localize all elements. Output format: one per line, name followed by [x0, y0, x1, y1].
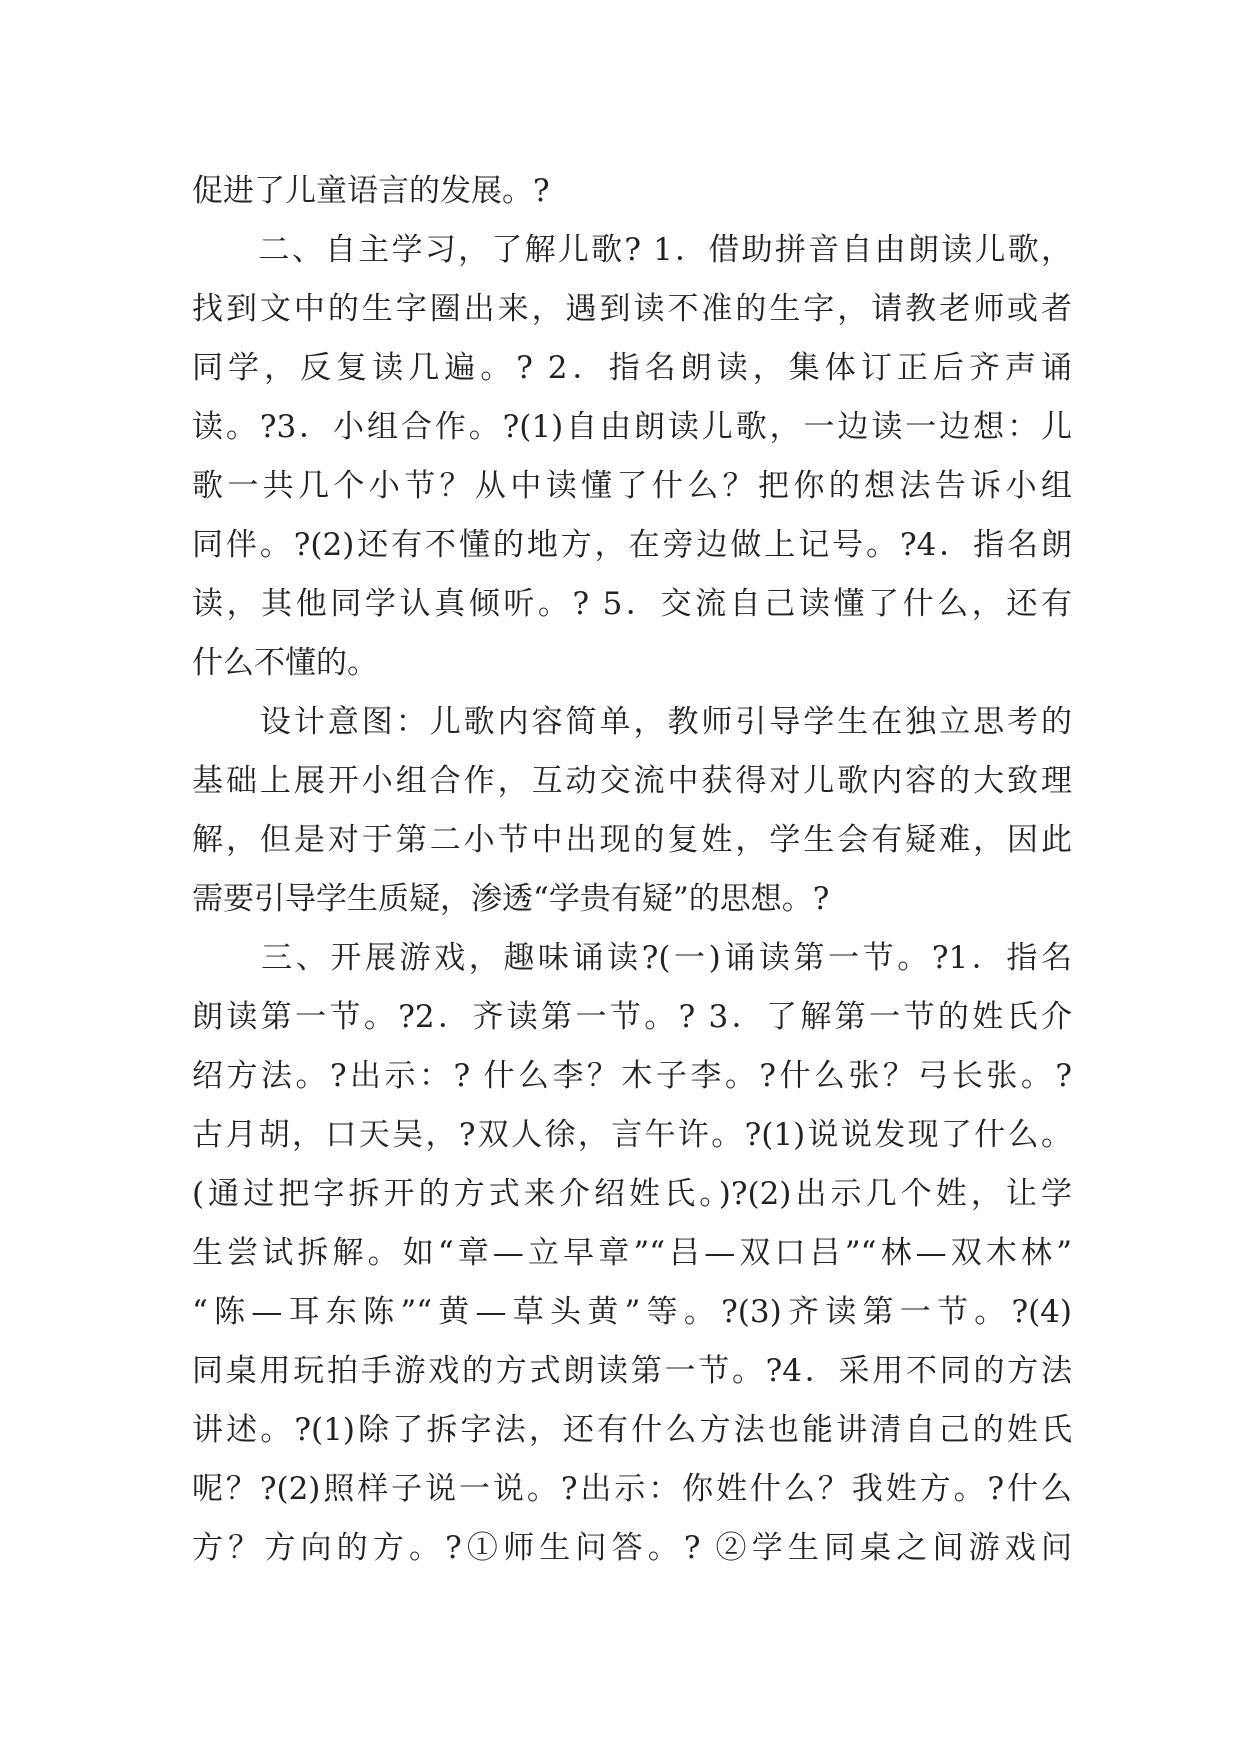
- text-line: (通过把字拆开的方式来介绍姓氏。)?(2)出示几个姓，让学: [192, 1176, 1072, 1212]
- text-line: 同伴。?(2)还有不懂的地方，在旁边做上记号。?4．指名朗: [192, 527, 1072, 563]
- text-line: 同桌用玩拍手游戏的方式朗读第一节。?4．采用不同的方法: [192, 1353, 1072, 1389]
- text-line: 朗读第一节。?2．齐读第一节。? 3．了解第一节的姓氏介: [192, 999, 1072, 1035]
- text-line: 找到文中的生字圈出来，遇到读不准的生字，请教老师或者: [192, 291, 1072, 327]
- text-line: 讲述。?(1)除了拆字法，还有什么方法也能讲清自己的姓氏: [192, 1412, 1072, 1448]
- text-line: 同学，反复读几遍。? 2．指名朗读，集体订正后齐声诵: [192, 350, 1072, 386]
- text-line: 什么不懂的。: [192, 645, 378, 681]
- text-line: 三、开展游戏，趣味诵读?(一)诵读第一节。?1．指名: [192, 940, 1072, 976]
- text-line: 设计意图：儿歌内容简单，教师引导学生在独立思考的: [192, 704, 1072, 740]
- text-line: 绍方法。?出示：? 什么李？木子李。?什么张？弓长张。?: [192, 1058, 1072, 1094]
- text-line: “陈—耳东陈”“黄—草头黄”等。?(3)齐读第一节。?(4): [192, 1294, 1072, 1330]
- text-line: 方？方向的方。?①师生问答。? ②学生同桌之间游戏问: [192, 1530, 1072, 1566]
- text-line: 二、自主学习，了解儿歌? 1．借助拼音自由朗读儿歌，: [192, 232, 1072, 268]
- text-line: 古月胡，口天吴，?双人徐，言午许。?(1)说说发现了什么。: [192, 1117, 1072, 1153]
- text-line: 基础上展开小组合作，互动交流中获得对儿歌内容的大致理: [192, 763, 1072, 799]
- text-line: 读，其他同学认真倾听。? 5．交流自己读懂了什么，还有: [192, 586, 1072, 622]
- text-line: 歌一共几个小节？从中读懂了什么？把你的想法告诉小组: [192, 468, 1072, 504]
- text-line: 需要引导学生质疑，渗透“学贵有疑”的思想。?: [192, 881, 830, 917]
- text-line: 生尝试拆解。如“章—立早章”“吕—双口吕”“林—双木林”: [192, 1235, 1072, 1271]
- text-line: 促进了儿童语言的发展。?: [192, 173, 550, 209]
- text-line: 呢？?(2)照样子说一说。?出示：你姓什么？我姓方。?什么: [192, 1471, 1072, 1507]
- document-body: [192, 162, 1072, 1578]
- text-line: 读。?3．小组合作。?(1)自由朗读儿歌，一边读一边想：儿: [192, 409, 1072, 445]
- text-line: 解，但是对于第二小节中出现的复姓，学生会有疑难，因此: [192, 822, 1072, 858]
